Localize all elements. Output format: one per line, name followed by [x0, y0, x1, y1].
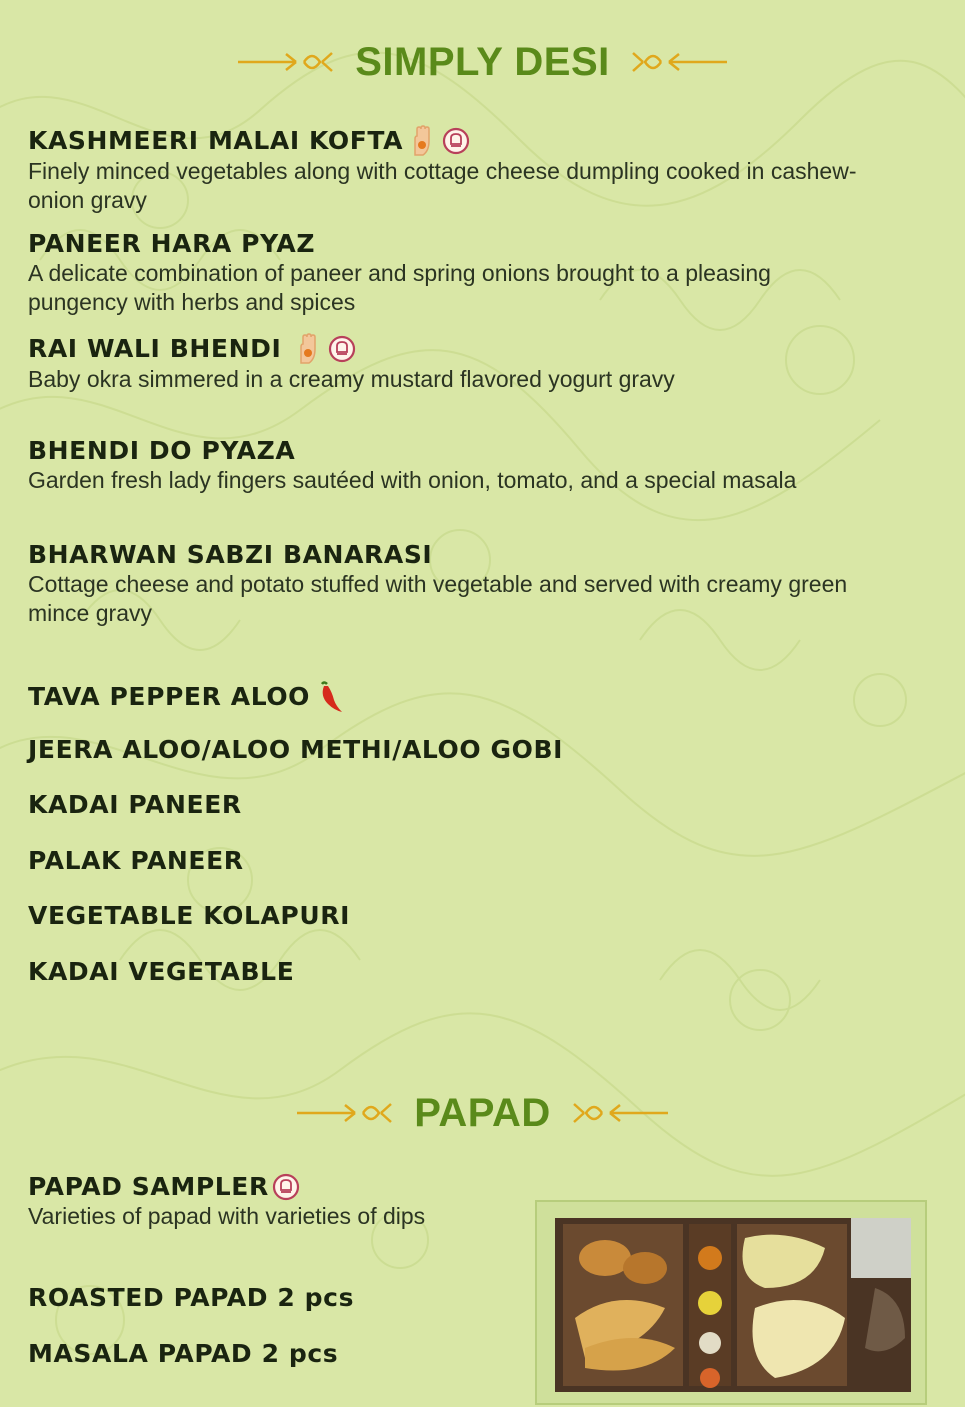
menu-item: [28, 436, 928, 495]
item-name: TAVA PEPPER ALOO: [28, 682, 311, 711]
chef-special-icon: [271, 1172, 301, 1202]
flourish-left-icon: [295, 1098, 400, 1128]
menu-item: [28, 735, 928, 765]
item-description: Varieties of papad with varieties of dips: [28, 1203, 426, 1229]
chef-special-icon: [441, 126, 471, 156]
menu-item: [28, 229, 928, 317]
item-name: BHENDI DO PYAZA: [28, 436, 296, 465]
chef-special-icon: [327, 334, 357, 364]
menu-item: [28, 1339, 528, 1369]
menu-item: [28, 540, 928, 628]
menu-item: [28, 680, 928, 714]
item-name: MASALA PAPAD 2 pcs: [28, 1339, 339, 1368]
flourish-right-icon: [565, 1098, 670, 1128]
flourish-right-icon: [624, 47, 729, 77]
item-description: Finely minced vegetables along with cottage cheese dumpling cooked in cashew-onion gravy: [28, 158, 857, 213]
item-name: JEERA ALOO/ALOO METHI/ALOO GOBI: [28, 735, 564, 764]
section-title: SIMPLY DESI: [355, 39, 610, 84]
papad-platter-photo: [555, 1218, 911, 1392]
section-header-papad: [0, 1083, 965, 1143]
item-name: VEGETABLE KOLAPURI: [28, 901, 351, 930]
item-description: Garden fresh lady fingers sautéed with onion, tomato, and a special masala: [28, 467, 797, 493]
menu-item: [28, 125, 928, 215]
item-name: PANEER HARA PYAZ: [28, 229, 316, 258]
item-name: RAI WALI BHENDI: [28, 334, 282, 363]
menu-item: [28, 333, 928, 394]
jain-hand-icon: [295, 333, 321, 365]
item-name: KASHMEERI MALAI KOFTA: [28, 126, 404, 155]
menu-item: [28, 790, 928, 820]
flourish-left-icon: [236, 47, 341, 77]
item-name: BHARWAN SABZI BANARASI: [28, 540, 433, 569]
section-title: PAPAD: [414, 1090, 551, 1135]
item-description: Cottage cheese and potato stuffed with vegetable and served with creamy green mince gravy: [28, 571, 848, 626]
item-description: Baby okra simmered in a creamy mustard flavored yogurt gravy: [28, 366, 675, 392]
item-name: KADAI VEGETABLE: [28, 957, 295, 986]
menu-item: [28, 1172, 528, 1231]
papad-photo-frame: [535, 1200, 927, 1405]
section-header-simply-desi: [0, 32, 965, 92]
menu-item: [28, 846, 928, 876]
jain-hand-icon: [409, 125, 435, 157]
item-name: ROASTED PAPAD 2 pcs: [28, 1283, 355, 1312]
item-description: A delicate combination of paneer and spring onions brought to a pleasing pungency with herbs and spices: [28, 260, 771, 315]
chili-icon: [316, 680, 346, 714]
item-name: PAPAD SAMPLER: [28, 1172, 269, 1201]
menu-item: [28, 901, 928, 931]
menu-item: [28, 1283, 528, 1313]
item-name: PALAK PANEER: [28, 846, 244, 875]
menu-item: [28, 957, 928, 987]
item-name: KADAI PANEER: [28, 790, 242, 819]
